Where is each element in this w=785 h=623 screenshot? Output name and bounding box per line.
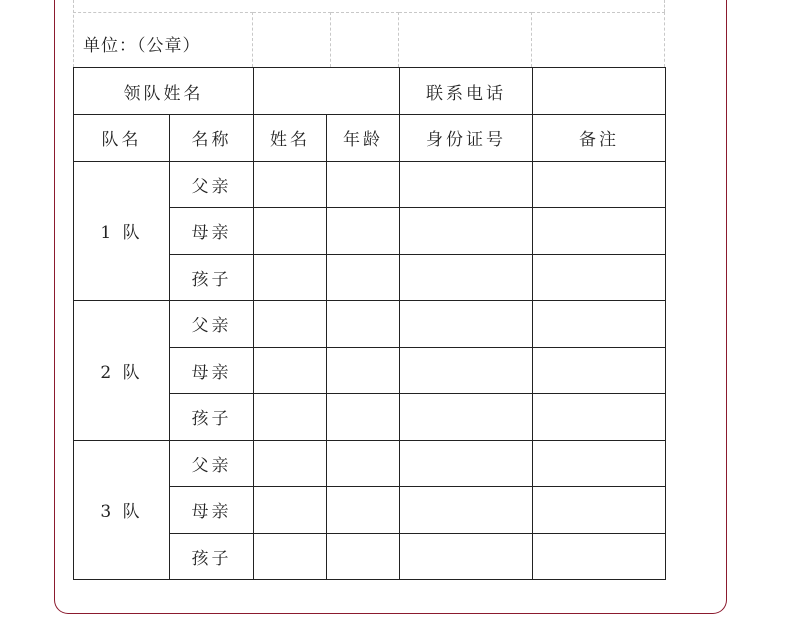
role-cell: 孩子 (170, 533, 254, 580)
header-role: 名称 (170, 115, 254, 162)
role-cell: 母亲 (170, 208, 254, 255)
role-cell: 孩子 (170, 254, 254, 301)
age-field[interactable] (327, 533, 400, 580)
remarks-field[interactable] (533, 254, 666, 301)
person-name-field[interactable] (254, 533, 327, 580)
person-name-field[interactable] (254, 254, 327, 301)
leader-name-field[interactable] (254, 68, 400, 115)
role-cell: 母亲 (170, 487, 254, 534)
id-number-field[interactable] (400, 533, 533, 580)
age-field[interactable] (327, 394, 400, 441)
header-person-name: 姓名 (254, 115, 327, 162)
id-number-field[interactable] (400, 440, 533, 487)
role-cell: 父亲 (170, 161, 254, 208)
id-number-field[interactable] (400, 301, 533, 348)
header-team-name: 队名 (74, 115, 170, 162)
unit-stamp-label: 单位：（公章） (83, 36, 201, 56)
remarks-field[interactable] (533, 487, 666, 534)
age-field[interactable] (327, 440, 400, 487)
dashed-divider (664, 0, 665, 12)
leader-name-label: 领队姓名 (74, 68, 254, 115)
team-name-cell: 1 队 (74, 161, 170, 301)
person-name-field[interactable] (254, 440, 327, 487)
age-field[interactable] (327, 161, 400, 208)
id-number-field[interactable] (400, 487, 533, 534)
role-cell: 孩子 (170, 394, 254, 441)
header-age: 年龄 (327, 115, 400, 162)
person-name-field[interactable] (254, 487, 327, 534)
contact-phone-label: 联系电话 (400, 68, 533, 115)
contact-phone-field[interactable] (533, 68, 666, 115)
remarks-field[interactable] (533, 394, 666, 441)
header-row (74, 115, 666, 162)
blank-cell (331, 12, 399, 67)
blank-cell (532, 12, 665, 67)
id-number-field[interactable] (400, 394, 533, 441)
person-name-field[interactable] (254, 301, 327, 348)
blank-cell (399, 12, 532, 67)
person-name-field[interactable] (254, 347, 327, 394)
unit-row (73, 0, 665, 67)
id-number-field[interactable] (400, 161, 533, 208)
id-number-field[interactable] (400, 347, 533, 394)
table-row (74, 440, 666, 487)
age-field[interactable] (327, 254, 400, 301)
role-cell: 母亲 (170, 347, 254, 394)
table-row (74, 301, 666, 348)
blank-cell (253, 12, 331, 67)
remarks-field[interactable] (533, 347, 666, 394)
remarks-field[interactable] (533, 161, 666, 208)
person-name-field[interactable] (254, 208, 327, 255)
header-id-number: 身份证号 (400, 115, 533, 162)
age-field[interactable] (327, 301, 400, 348)
team-registration-table (73, 67, 666, 580)
role-cell: 父亲 (170, 301, 254, 348)
role-cell: 父亲 (170, 440, 254, 487)
table-row (74, 161, 666, 208)
remarks-field[interactable] (533, 208, 666, 255)
team-name-cell: 3 队 (74, 440, 170, 580)
age-field[interactable] (327, 347, 400, 394)
remarks-field[interactable] (533, 301, 666, 348)
remarks-field[interactable] (533, 440, 666, 487)
age-field[interactable] (327, 208, 400, 255)
id-number-field[interactable] (400, 208, 533, 255)
age-field[interactable] (327, 487, 400, 534)
header-remarks: 备注 (533, 115, 666, 162)
leader-row (74, 68, 666, 115)
remarks-field[interactable] (533, 533, 666, 580)
id-number-field[interactable] (400, 254, 533, 301)
person-name-field[interactable] (254, 161, 327, 208)
person-name-field[interactable] (254, 394, 327, 441)
team-name-cell: 2 队 (74, 301, 170, 441)
